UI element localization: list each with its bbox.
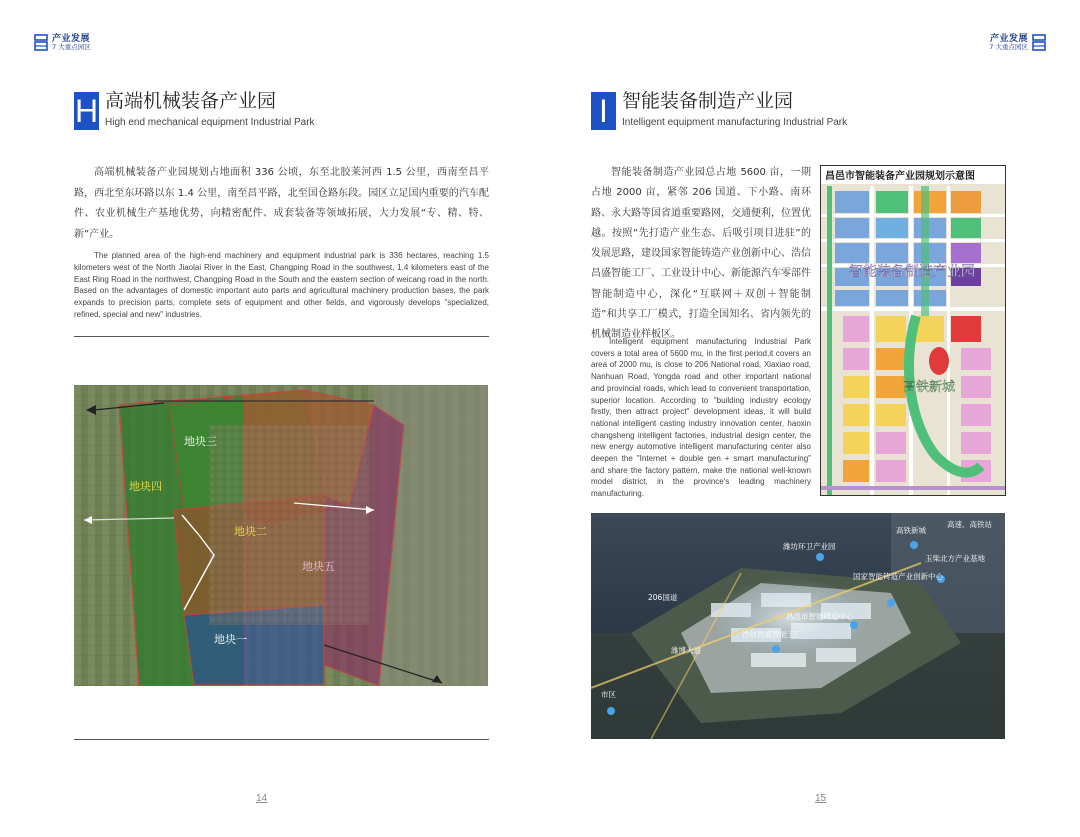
plot1-label: 地块一	[214, 633, 247, 646]
brand-logo-icon	[34, 34, 48, 52]
left-para-en: The planned area of the high-end machinery and equipment industrial park is 336 hectares, reaching 1.5 kilometers west of the North Jiaolai River in the East, Changping Road in the southwest, 1.4 kilometers east of the East Ring Road in the northwest, Changping Road in the South and the eastern section of weicang road in the north. Based on the advantages of domestic important auto parts and agricultural machinery production bases, the park expands to precision parts, complete sets of equipment and other fields, and vigorously develops "specialized, refined, special and new" industries.	[74, 251, 489, 319]
aerial-label-base: 玉柴北方产业基地	[925, 554, 985, 563]
plot4-label: 地块四	[129, 480, 162, 493]
section-title-cn: 高端机械装备产业园	[105, 90, 277, 112]
aerial-label-road206: 206国道	[648, 593, 678, 602]
logo-subtitle: 7 大重点园区	[989, 43, 1028, 52]
aerial-label-hsr-city: 高铁新城	[896, 526, 926, 535]
aerial-label-haoxin: 浩信昌盛智能工厂	[742, 630, 802, 639]
plan-map-title: 昌邑市智能装备产业园规划示意图	[825, 171, 975, 182]
logo-subtitle: 7 大重点园区	[52, 43, 91, 52]
aerial-render	[591, 513, 1005, 739]
plan-park-label: 智能装备制造产业园	[849, 264, 975, 280]
aerial-label-hsr-station: 高速、高铁站	[947, 520, 992, 529]
planning-map	[820, 165, 1006, 496]
left-divider-top	[74, 336, 489, 337]
plot5-label: 地块五	[302, 560, 335, 573]
aerial-label-city: 市区	[601, 690, 616, 699]
logo-title: 产业发展	[989, 33, 1028, 44]
header-logo-left	[34, 34, 91, 52]
brand-logo-icon	[1032, 34, 1046, 52]
section-letter-h: H	[74, 93, 99, 129]
section-letter-i: I	[591, 92, 616, 130]
logo-title: 产业发展	[52, 33, 91, 44]
page-number-right: 15	[815, 793, 827, 804]
plan-hsr-label: 高铁新城	[903, 380, 956, 395]
section-title-en: Intelligent equipment manufacturing Industrial Park	[622, 117, 848, 128]
plot3-label: 地块三	[184, 435, 217, 448]
section-title-cn: 智能装备制造产业园	[622, 90, 794, 112]
section-heading-i	[591, 92, 847, 130]
aerial-label-cmsc: 昌邑市智能铸造中心	[786, 612, 854, 621]
aerial-label-weibo: 潍博大道	[671, 646, 701, 655]
section-title-en: High end mechanical equipment Industrial Park	[105, 117, 315, 128]
plot2-label: 地块二	[234, 525, 267, 538]
section-heading-h	[74, 92, 315, 130]
header-logo-right	[989, 34, 1046, 52]
left-para-cn: 高端机械装备产业园规划占地面积 336 公顷，东至北胶莱河西 1.5 公里，西南至昌平路，西北至东环路以东 1.4 公里，南至昌平路，北至国仓路东段。园区立足国内重要的汽车配件、农业机械生产基地优势，向精密配件、成套装备等领域拓展，大力发展“专、精、特、新”产业。	[74, 167, 489, 240]
satellite-map	[74, 385, 488, 686]
aerial-label-env-park: 潍坊环卫产业园	[783, 542, 836, 551]
aerial-label-innovation: 国家智能铸造产业创新中心	[853, 572, 943, 581]
page-number-left: 14	[256, 793, 268, 804]
left-divider-bottom	[74, 739, 489, 740]
right-para-cn: 智能装备制造产业园总占地 5600 亩，一期占地 2000 亩，紧邻 206 国道、下小路、南环路、永大路等国省道重要路网，交通便利，位置优越。按照“先打造产业生态、后吸引项目进驻”的发展思路，建设国家智能铸造产业创新中心、浩信昌盛智能工厂、工业设计中心、新能源汽车零部件智能制造中心，深化“互联网＋双创＋智能制造”和共享工厂模式，打造全国知名、省内领先的机械制造业样板区。	[591, 167, 811, 341]
right-para-en: Intelligent equipment manufacturing Industrial Park covers a total area of 5600 mu, in the first period,it covers an area of 2000 mu, is close to 206 National road, Xiaxiao road, Nanhuan Road, Yongda road and other important national and provincial roads, which lead to convenient transportation, superior location. According to "building industry ecology firstly, then attract project" development ideas, it will build national intelligent casting industry innovation center, haoxin changsheng intelligent factories, industrial design center, the new energy automotive intelligent manufacturing center also deepen the "Internet + double gen + smart manufacturing" and share the factory pattern, make the national well-known model district, in the province's leading machinery manufacturing.	[591, 337, 811, 499]
